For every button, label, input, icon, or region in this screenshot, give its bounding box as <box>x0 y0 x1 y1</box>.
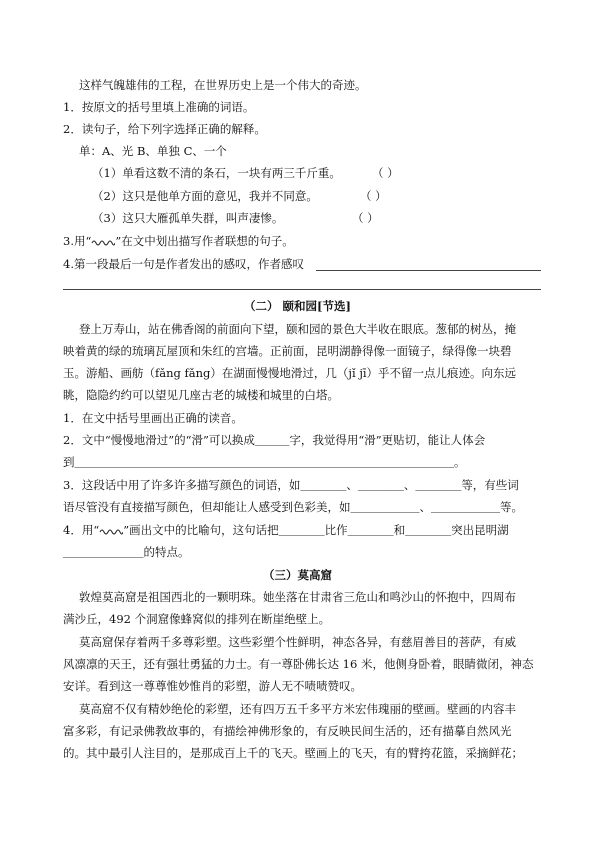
s2-question-2: 2．文中“慢慢地滑过”的“滑”可以换成＿＿＿字，我觉得用“滑”更贴切，能让人体会 <box>63 433 486 447</box>
section-2-title: （二） 颐和园[节选] <box>244 299 351 313</box>
question-4: 4.第一段最后一句是作者发出的感叹，作者感叹 <box>63 257 304 271</box>
passage-3-line-1: 敦煌莫高窟是祖国西北的一颗明珠。她坐落在甘肃省三危山和鸣沙山的怀抱中，四周布 <box>79 590 516 604</box>
passage-3-line-4: 风凛凛的天王，还有强壮勇猛的力士。有一尊卧佛长达 16 米，他侧身卧着，眼睛微闭，神态 <box>63 657 534 671</box>
sentence-3: （3）这只大雁孤单失群，叫声凄惨。 <box>92 211 284 225</box>
wavy-underline-icon <box>91 238 115 246</box>
s2-question-3-cont: 语尽管没有直接描写颜色，但却能让人感受到色彩美，如＿＿＿＿＿＿、＿＿＿＿＿＿等。 <box>63 500 523 514</box>
s2-question-4-before: 4．用“ <box>63 523 100 537</box>
s2-question-3: 3．这段话中用了许多许多描写颜色的词语，如＿＿＿＿、＿＿＿＿、＿＿＿＿等，有些词 <box>63 478 519 492</box>
passage-3-line-5: 安详。看到这一尊尊惟妙惟肖的彩塑，游人无不啧啧赞叹。 <box>63 679 362 693</box>
wavy-underline-icon <box>99 527 123 535</box>
question-3 <box>63 233 294 249</box>
meaning-options: 单：A、光 B、单独 C、一个 <box>79 144 227 158</box>
answer-line-q4b[interactable] <box>63 289 541 290</box>
answer-paren-3[interactable]: （ ） <box>352 211 379 225</box>
question-3-before: 3.用“ <box>63 234 92 248</box>
passage-2-line-3: 玉。游船、画舫（fǎng fǎng）在湖面慢慢地滑过，几（jǐ jī）乎不留一点儿痕迹。向东远 <box>63 366 517 380</box>
answer-line-q4a[interactable] <box>316 270 541 271</box>
question-1: 1．按原文的括号里填上准确的词语。 <box>63 100 255 114</box>
passage-2-line-2: 映着黄的绿的琉璃瓦屋顶和朱红的宫墙。正前面，昆明湖静得像一面镜子，绿得像一块碧 <box>63 344 512 358</box>
passage-2-line-1: 登上万寿山，站在佛香阁的前面向下望，颐和园的景色大半收在眼底。葱郁的树丛，掩 <box>79 322 516 336</box>
answer-paren-1[interactable]: （ ） <box>372 166 399 180</box>
sentence-2: （2）这只是他单方面的意见，我并不同意。 <box>92 189 318 203</box>
passage-3-line-6: 莫高窟不仅有精妙绝伦的彩塑，还有四万五千多平方米宏伟瑰丽的壁画。壁画的内容丰 <box>79 702 516 716</box>
s2-question-4-cont: ＿＿＿＿＿＿＿的特点。 <box>63 545 190 559</box>
passage-2-line-4: 眺，隐隐约约可以望见几座古老的城楼和城里的白塔。 <box>63 388 339 402</box>
passage-3-line-2: 满沙丘，492 个洞窟像蜂窝似的排列在断崖绝壁上。 <box>63 612 331 626</box>
section-3-title: （三）莫高窟 <box>263 568 332 582</box>
closing-sentence: 这样气魄雄伟的工程，在世界历史上是一个伟大的奇迹。 <box>79 78 367 92</box>
s2-question-1: 1．在文中括号里画出正确的读音。 <box>63 411 243 425</box>
passage-3-line-7: 富多彩，有记录佛教故事的，有描绘神佛形象的，有反映民间生活的，还有描摹自然风光 <box>63 724 512 738</box>
s2-question-2-cont: 到＿＿＿＿＿＿＿＿＿＿＿＿＿＿＿＿＿＿＿＿＿＿＿＿＿＿＿＿＿＿＿＿＿。 <box>63 455 466 469</box>
s2-question-4-after: ”画出文中的比喻句，这句话把＿＿＿＿比作＿＿＿＿和＿＿＿＿突出昆明湖 <box>123 523 509 537</box>
answer-paren-2[interactable]: （ ） <box>360 189 387 203</box>
passage-3-line-3: 莫高窟保存着两千多尊彩塑。这些彩塑个性鲜明，神态各异，有慈眉善目的菩萨，有威 <box>79 635 516 649</box>
sentence-1: （1）单看这数不清的条石，一块有两三千斤重。 <box>92 166 341 180</box>
s2-question-4 <box>63 522 509 538</box>
passage-3-line-8: 的。其中最引人注目的，是那成百上千的飞天。壁画上的飞天，有的臂挎花篮，采摘鲜花； <box>63 746 523 760</box>
question-2: 2．读句子，给下列字选择正确的解释。 <box>63 122 266 136</box>
question-3-after: ”在文中划出描写作者联想的句子。 <box>115 234 294 248</box>
